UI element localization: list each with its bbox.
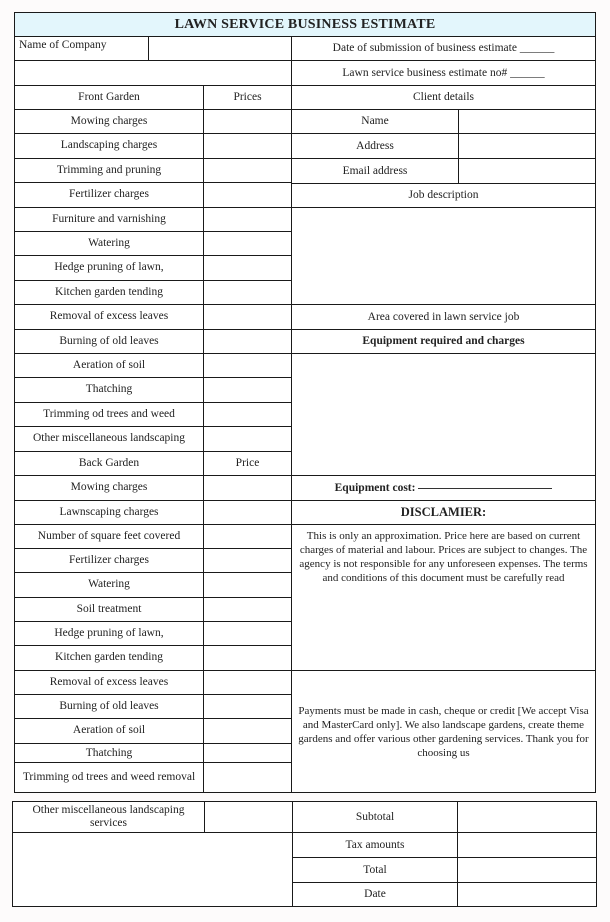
client-address-label: Address (291, 133, 459, 159)
item-label: Mowing charges (14, 109, 204, 135)
item-price-field[interactable] (203, 743, 292, 763)
subtotal-label: Subtotal (292, 801, 458, 833)
item-price-field[interactable] (203, 426, 292, 452)
item-label: Hedge pruning of lawn, (14, 621, 204, 647)
item-price-field[interactable] (203, 329, 292, 355)
item-price-field[interactable] (203, 133, 292, 159)
item-price-field[interactable] (203, 500, 292, 526)
item-label: Soil treatment (14, 597, 204, 623)
item-label: Kitchen garden tending (14, 280, 204, 306)
tax-label: Tax amounts (292, 832, 458, 858)
item-price-field[interactable] (203, 694, 292, 720)
item-label: Landscaping charges (14, 133, 204, 159)
client-name-label: Name (291, 109, 459, 134)
item-price-field[interactable] (203, 280, 292, 306)
subtotal-field[interactable] (457, 801, 597, 833)
item-price-field[interactable] (203, 572, 292, 598)
item-price-field[interactable] (203, 182, 292, 208)
item-label: Mowing charges (14, 475, 204, 501)
item-label: Removal of excess leaves (14, 670, 204, 696)
item-price-field[interactable] (203, 304, 292, 330)
estimate-number-field[interactable] (291, 60, 596, 86)
item-price-field[interactable] (203, 645, 292, 671)
item-label: Fertilizer charges (14, 182, 204, 208)
submission-date-blank: ______ (519, 42, 555, 54)
item-price-field[interactable] (203, 597, 292, 623)
item-label: Watering (14, 572, 204, 598)
item-price-field[interactable] (203, 255, 292, 281)
item-label: Lawnscaping charges (14, 500, 204, 526)
item-label: Thatching (14, 377, 204, 403)
estimate-title: LAWN SERVICE BUSINESS ESTIMATE (14, 12, 596, 37)
item-price-field[interactable] (203, 109, 292, 135)
item-label: Burning of old leaves (14, 694, 204, 720)
client-details-header: Client details (291, 85, 596, 110)
item-label: Aeration of soil (14, 718, 204, 744)
item-label: Trimming od trees and weed removal (14, 762, 204, 793)
job-description-field[interactable] (291, 207, 596, 305)
client-email-field[interactable] (458, 158, 596, 184)
total-field[interactable] (457, 857, 597, 883)
front-garden-prices-header: Prices (203, 85, 292, 110)
disclaimer-text: This is only an approximation. Price here are based on current charges of material and labour. Prices are subject to changes. The agency is not responsible for any unforeseen expenses. The terms and conditions of this document must be carefully read (291, 524, 596, 671)
item-price-field[interactable] (203, 670, 292, 696)
client-name-field[interactable] (458, 109, 596, 134)
estimate-number-label: Lawn service business estimate no# (342, 66, 508, 79)
equipment-cost-label: Equipment cost: (334, 481, 416, 494)
item-label: Thatching (14, 743, 204, 763)
company-name-field[interactable] (148, 36, 292, 61)
item-label: Fertilizer charges (14, 548, 204, 574)
equipment-cost-field[interactable] (291, 475, 596, 501)
client-address-field[interactable] (458, 133, 596, 159)
item-price-field[interactable] (203, 762, 292, 793)
equipment-cost-blank[interactable] (418, 488, 552, 489)
item-price-field[interactable] (203, 158, 292, 184)
equipment-field[interactable] (291, 353, 596, 476)
company-extra-field[interactable] (14, 60, 292, 86)
item-price-field[interactable] (203, 475, 292, 501)
misc-services-price-field[interactable] (204, 801, 293, 833)
tax-field[interactable] (457, 832, 597, 858)
item-label: Furniture and varnishing (14, 207, 204, 233)
back-garden-header: Back Garden (14, 451, 204, 476)
item-label: Trimming od trees and weed (14, 402, 204, 428)
disclaimer-header: DISCLAMIER: (291, 500, 596, 525)
company-name-label: Name of Company (14, 36, 149, 61)
estimate-number-blank: ______ (510, 66, 545, 79)
summary-notes-field[interactable] (12, 832, 293, 907)
item-price-field[interactable] (203, 524, 292, 550)
front-garden-header: Front Garden (14, 85, 204, 110)
item-label: Other miscellaneous landscaping (14, 426, 204, 452)
item-label: Aeration of soil (14, 353, 204, 379)
item-label: Removal of excess leaves (14, 304, 204, 330)
back-garden-price-header: Price (203, 451, 292, 476)
equipment-header: Equipment required and charges (291, 329, 596, 354)
item-price-field[interactable] (203, 621, 292, 647)
item-label: Trimming and pruning (14, 158, 204, 184)
client-email-label: Email address (291, 158, 459, 184)
item-price-field[interactable] (203, 718, 292, 744)
misc-services-label: Other miscellaneous landscaping services (12, 801, 205, 833)
item-price-field[interactable] (203, 402, 292, 428)
item-label: Watering (14, 231, 204, 257)
item-price-field[interactable] (203, 207, 292, 233)
payment-terms-text: Payments must be made in cash, cheque or credit [We accept Visa and MasterCard only]. We also landscape gardens, create theme gardens and offer various other gardening services. Thank you for choosing us (291, 670, 596, 793)
item-price-field[interactable] (203, 377, 292, 403)
date-label: Date (292, 882, 458, 907)
item-label: Burning of old leaves (14, 329, 204, 355)
submission-date-field[interactable] (291, 36, 596, 61)
area-covered-label: Area covered in lawn service job (291, 304, 596, 330)
item-price-field[interactable] (203, 231, 292, 257)
item-label: Number of square feet covered (14, 524, 204, 550)
total-label: Total (292, 857, 458, 883)
item-label: Hedge pruning of lawn, (14, 255, 204, 281)
submission-date-label: Date of submission of business estimate (332, 42, 517, 54)
item-label: Kitchen garden tending (14, 645, 204, 671)
item-price-field[interactable] (203, 548, 292, 574)
date-field[interactable] (457, 882, 597, 907)
job-description-label: Job description (291, 183, 596, 208)
item-price-field[interactable] (203, 353, 292, 379)
